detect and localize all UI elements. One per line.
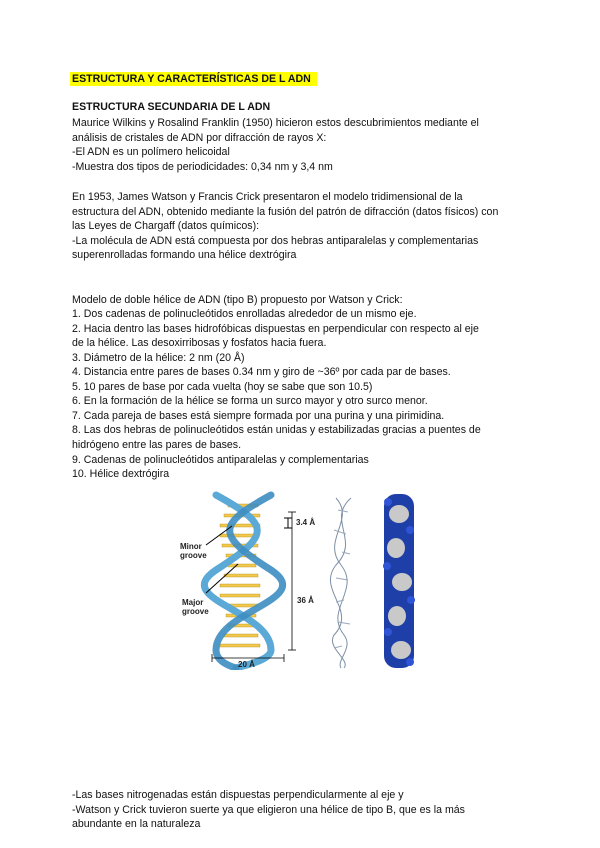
pitch-label: 36 Å (297, 596, 314, 605)
paragraph-line: las Leyes de Chargaff (datos químicos): (72, 220, 260, 232)
paragraph-line: -El ADN es un polímero helicoidal (72, 146, 230, 158)
paragraph-line: -Las bases nitrogenadas están dispuestas perpendicularmente al eje y (72, 789, 404, 801)
minor-groove-label: groove (180, 551, 207, 560)
list-item: 6. En la formación de la hélice se forma un surco mayor y otro surco menor. (72, 395, 428, 407)
paragraph-line: En 1953, James Watson y Francis Crick presentaron el modelo tridimensional de la (72, 191, 463, 203)
stick-model (330, 498, 351, 668)
list-item: 3. Diámetro de la hélice: 2 nm (20 Å) (72, 352, 245, 364)
ribbon-model (204, 495, 296, 668)
major-groove-label: groove (182, 607, 209, 616)
list-intro: Modelo de doble hélice de ADN (tipo B) propuesto por Watson y Crick: (72, 294, 403, 306)
diameter-label: 20 Å (238, 660, 255, 669)
list-item: 1. Dos cadenas de polinucleótidos enrolladas alrededor de un mismo eje. (72, 308, 417, 320)
list-item: 9. Cadenas de polinucleótidos antiparalelas y complementarias (72, 454, 369, 466)
major-groove-label: Major (182, 598, 204, 607)
list-item: 7. Cada pareja de bases está siempre formada por una purina y una pirimidina. (72, 410, 445, 422)
dna-figure (176, 490, 426, 670)
paragraph-line: análisis de cristales de ADN por difracción de rayos X: (72, 132, 327, 144)
paragraph-line: estructura del ADN, obtenido mediante la fusión del patrón de difracción (datos físicos) con (72, 206, 499, 218)
rise-label: 3.4 Å (296, 518, 316, 527)
paragraph-line: superenrolladas formando una hélice dextrógira (72, 249, 297, 261)
minor-groove-label: Minor (180, 542, 202, 551)
list-item: 10. Hélice dextrógira (72, 468, 170, 480)
list-item: 8. Las dos hebras de polinucleótidos están unidas y estabilizadas gracias a puentes de (72, 424, 481, 436)
section-subtitle: ESTRUCTURA SECUNDARIA DE L ADN (72, 101, 271, 113)
paragraph-line: -Watson y Crick tuvieron suerte ya que eligieron una hélice de tipo B, que es la más (72, 804, 465, 816)
list-item: hidrógeno entre las pares de bases. (72, 439, 242, 451)
list-item: 4. Distancia entre pares de bases 0.34 nm y giro de ~36º por cada par de bases. (72, 366, 451, 378)
list-item: de la hélice. Las desoxirribosas y fosfatos hacia fuera. (72, 337, 327, 349)
document-title: ESTRUCTURA Y CARACTERÍSTICAS DE L ADN (70, 72, 317, 86)
paragraph-line: -Muestra dos tipos de periodicidades: 0,34 nm y 3,4 nm (72, 161, 333, 173)
paragraph-line: -La molécula de ADN está compuesta por dos hebras antiparalelas y complementarias (72, 235, 479, 247)
list-item: 5. 10 pares de base por cada vuelta (hoy se sabe que son 10.5) (72, 381, 373, 393)
paragraph-line: abundante en la naturaleza (72, 818, 201, 830)
space-filling-model (383, 494, 415, 668)
list-item: 2. Hacia dentro las bases hidrofóbicas dispuestas en perpendicular con respecto al eje (72, 323, 479, 335)
dna-helix-illustration (176, 490, 426, 670)
paragraph-line: Maurice Wilkins y Rosalind Franklin (1950) hicieron estos descubrimientos mediante el (72, 117, 479, 129)
